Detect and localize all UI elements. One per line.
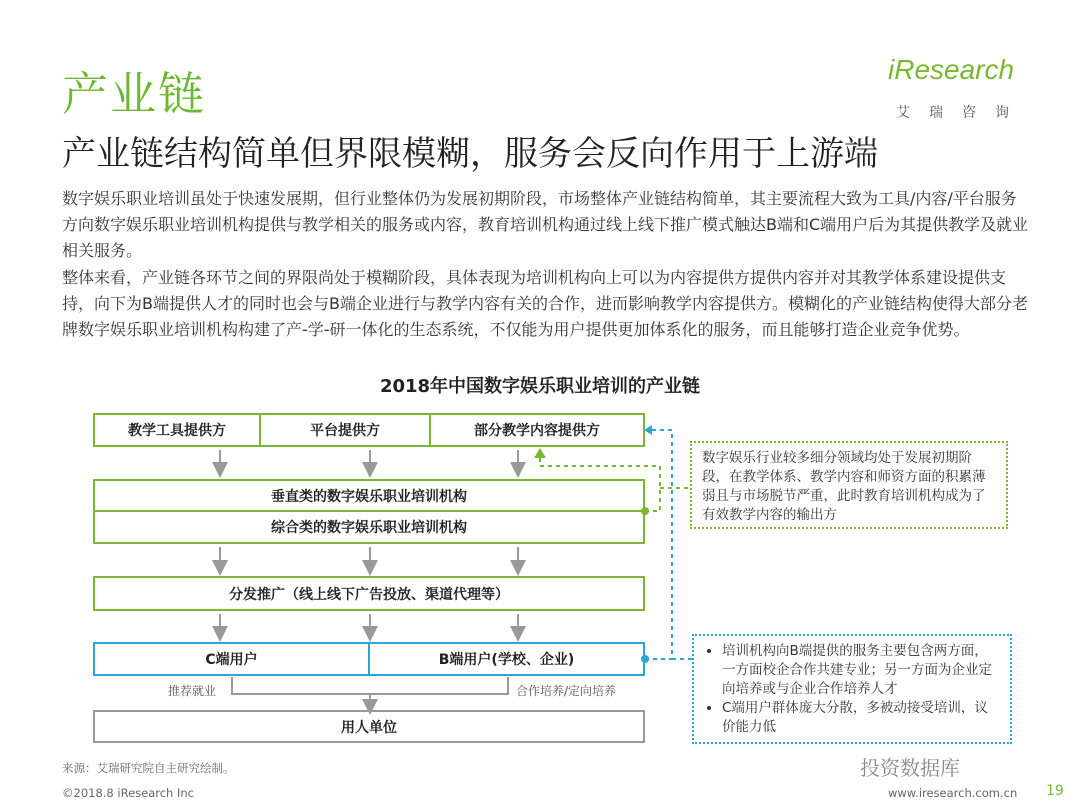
institution-vertical: 垂直类的数字娱乐职业培训机构: [93, 479, 645, 512]
users-c-end: C端用户: [93, 642, 370, 676]
page-number: 19: [1046, 783, 1064, 799]
copyright: ©2018.8 iResearch Inc: [62, 786, 194, 800]
intro-paragraph-2: 整体来看，产业链各环节之间的界限尚处于模糊阶段，具体表现为培训机构向上可以为内容提供方提供内容并对其教学体系建设提供支持，向下为B端提供人才的同时也会与B端企业进行与教学内容有关的合作，进而影响教学内容提供方。模糊化的产业链结构使得大部分老牌数字娱乐职业培训机构构建了产-学-研一体化的生态系统，不仅能为用户提供更加体系化的服务，而且能够打造企业竞争优势。: [62, 268, 1028, 339]
note-b-end-services: [692, 634, 1012, 744]
users-b-end: B端用户(学校、企业): [370, 642, 645, 676]
logo-sub-text: 艾瑞咨询: [896, 105, 1028, 121]
provider-platform: 平台提供方: [261, 413, 431, 447]
note-content-output: 数字娱乐行业较多细分领域均处于发展初期阶段，在教学体系、教学内容和师资方面的积累薄弱且与市场脱节严重，此时教育培训机构成为了有效教学内容的输出方: [690, 441, 1008, 529]
provider-content: 部分教学内容提供方: [431, 413, 645, 447]
website: www.iresearch.com.cn: [888, 786, 1018, 800]
intro-paragraph-1: 数字娱乐职业培训虽处于快速发展期，但行业整体仍为发展初期阶段，市场整体产业链结构简单，其主要流程大致为工具/内容/平台服务方向数字娱乐职业培训机构提供与教学相关的服务或内容，教育培训机构通过线上线下推广模式触达B端和C端用户后为其提供教学及就业相关服务。: [62, 189, 1029, 260]
institution-general: 综合类的数字娱乐职业培训机构: [93, 512, 645, 544]
page-subtitle: 产业链结构简单但界限模糊，服务会反向作用于上游端: [62, 134, 878, 174]
page-title: 产业链: [62, 67, 206, 121]
provider-tools: 教学工具提供方: [93, 413, 261, 447]
distribution-box: 分发推广（线上线下广告投放、渠道代理等）: [93, 576, 645, 611]
watermark: 投资数据库: [860, 756, 960, 780]
label-cooperative-training: 合作培养/定向培养: [516, 684, 617, 698]
employer-box: 用人单位: [93, 710, 645, 743]
source-note: 来源：艾瑞研究院自主研究绘制。: [62, 761, 235, 775]
label-recommend-employment: 推荐就业: [168, 684, 217, 698]
note-bullet-1: • 培训机构向B端提供的服务主要包含两方面，一方面校企合作共建专业；另一方面为企业定向培养或与企业合作培养人才: [722, 642, 1000, 699]
logo-main-text: iResearch: [888, 54, 1015, 85]
note-bullet-2: • C端用户群体庞大分散，多被动接受培训，议价能力低: [722, 699, 1000, 737]
diagram-title: 2018年中国数字娱乐职业培训的产业链: [379, 376, 701, 397]
